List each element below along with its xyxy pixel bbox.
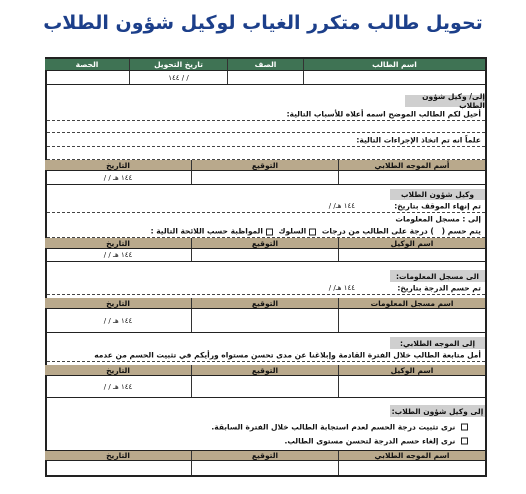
s4-line1[interactable]: أمل متابعة الطالب خلال الفترة القادمة وإبلاغنا عن مدى تحسن مستواه ورأيكم في تثبيت الحسم من عدمه	[47, 349, 485, 362]
s2-name-cell[interactable]	[338, 249, 485, 261]
s3-name-cell[interactable]	[338, 309, 485, 332]
s2-date: / /١٤٤ هـ	[328, 202, 355, 210]
s2-sign-cell[interactable]	[191, 249, 338, 261]
s2-line2: إلى : مسجل المعلومات	[395, 214, 481, 224]
student-name-header: اسم الطالب	[303, 59, 485, 70]
s3-col-sign: التوقيع	[191, 298, 338, 308]
s3-sign-cell[interactable]	[191, 309, 338, 332]
period-cell[interactable]	[45, 71, 129, 84]
s5-opt1[interactable]: نرى تثبيت درجة الحسم لعدم استجابة الطالب خلال الفترة السابقة.	[47, 420, 485, 433]
class-cell[interactable]	[227, 71, 303, 84]
s5-date-cell[interactable]	[45, 461, 191, 475]
s1-date-cell[interactable]: / / ١٤٤ هـ	[103, 173, 133, 182]
cancel-deduction-checkbox[interactable]	[461, 438, 468, 445]
s2-sign-row	[47, 249, 485, 262]
s1-head: إلى/ وكيل شؤون الطلاب	[405, 95, 485, 107]
s1-blank1[interactable]	[47, 121, 485, 133]
s3-date: / /١٤٤ هـ	[328, 284, 355, 292]
s5-head: إلى وكيل شؤون الطلاب:	[391, 406, 484, 416]
s5-col-sign: التوقيع	[191, 451, 338, 460]
s4-col-sign: التوقيع	[191, 365, 338, 375]
s3-col-name: اسم مسجل المعلومات	[338, 298, 485, 308]
s4-date-cell[interactable]: / / ١٤٤ هـ	[103, 382, 133, 391]
s5-opt2[interactable]: نرى إلغاء حسم الدرجة لتحسن مستوى الطالب.	[47, 434, 485, 447]
s3-sign-row	[47, 309, 485, 333]
s2-col-sign: التوقيع	[191, 238, 338, 248]
s4-head-row	[47, 337, 485, 349]
s5-head-row	[47, 405, 485, 417]
s1-col-name: أسم الموجه الطلابي	[338, 160, 485, 170]
s2-date-cell[interactable]: / / ١٤٤ هـ	[103, 251, 133, 259]
s1-line2[interactable]: علماً انه تم اتخاذ الإجراءات التالية:	[47, 133, 485, 147]
behavior-checkbox[interactable]	[309, 228, 316, 235]
s2-line1[interactable]: تم إنهاء الموقف بتاريخ: / /١٤٤ هـ	[47, 200, 485, 213]
s3-line1[interactable]: تم حسم الدرجة بتاريخ: / /١٤٤ هـ	[47, 282, 485, 295]
s4-col-name: اسم الوكيل	[338, 365, 485, 375]
s1-name-cell[interactable]	[338, 171, 485, 184]
s5-name-cell[interactable]	[338, 461, 485, 475]
period-header: الحصة	[45, 59, 129, 70]
s1-blank2[interactable]	[47, 147, 485, 160]
s1-col-sign: التوقيع	[191, 160, 338, 170]
s2-line3[interactable]: يتم حسم ( ) درجة على الطالب من درجات السلوك المواظبة حسب اللائحة التالية :	[47, 225, 485, 238]
student-header-row	[47, 59, 485, 71]
s3-head-row	[47, 270, 485, 282]
s1-line1[interactable]: أحيل لكم الطالب الموضح اسمه أعلاه للأسباب التالية:	[47, 107, 485, 121]
s2-head: وكيل شؤون الطلاب	[390, 189, 485, 200]
s4-sign-cell[interactable]	[191, 376, 338, 397]
s5-sign-cell[interactable]	[191, 461, 338, 475]
s4-sign-row	[47, 376, 485, 398]
s1-head-row	[47, 92, 485, 110]
s2-head-row	[47, 189, 485, 200]
fix-deduction-checkbox[interactable]	[461, 424, 468, 431]
attendance-checkbox[interactable]	[266, 228, 273, 235]
s2-col-date: التاريخ	[45, 238, 191, 248]
s3-date-cell[interactable]: / / ١٤٤ هـ	[103, 316, 133, 325]
student-name-cell[interactable]	[303, 71, 485, 84]
s3-head: الى مسجل المعلومات:	[390, 270, 485, 282]
s4-name-cell[interactable]	[338, 376, 485, 397]
s1-col-date: التاريخ	[45, 160, 191, 170]
s4-head: إلى الموجه الطلابي:	[390, 337, 485, 349]
s1-sign-header	[47, 160, 485, 171]
s2-sign-header	[47, 238, 485, 249]
s1-sign-row	[47, 171, 485, 185]
form-title: تحويل طالب متكرر الغياب لوكيل شؤون الطلاب	[43, 12, 483, 34]
s5-sign-header	[47, 450, 485, 461]
student-values-row	[47, 71, 485, 85]
s1-sign-cell[interactable]	[191, 171, 338, 184]
transfer-date-header: تاريخ التحويل	[129, 59, 227, 70]
s5-col-date: التاريخ	[45, 451, 191, 460]
s5-sign-row	[47, 461, 485, 475]
class-header: الصف	[227, 59, 303, 70]
referral-form	[45, 57, 487, 477]
s2-col-name: اسم الوكيل	[338, 238, 485, 248]
s4-sign-header	[47, 365, 485, 376]
s3-col-date: التاريخ	[45, 298, 191, 308]
s5-col-name: اسم الموجه الطلابي	[338, 451, 485, 460]
transfer-date-cell[interactable]: ١٤٤ / /	[129, 71, 227, 84]
s3-sign-header	[47, 298, 485, 309]
s4-col-date: التاريخ	[45, 365, 191, 375]
